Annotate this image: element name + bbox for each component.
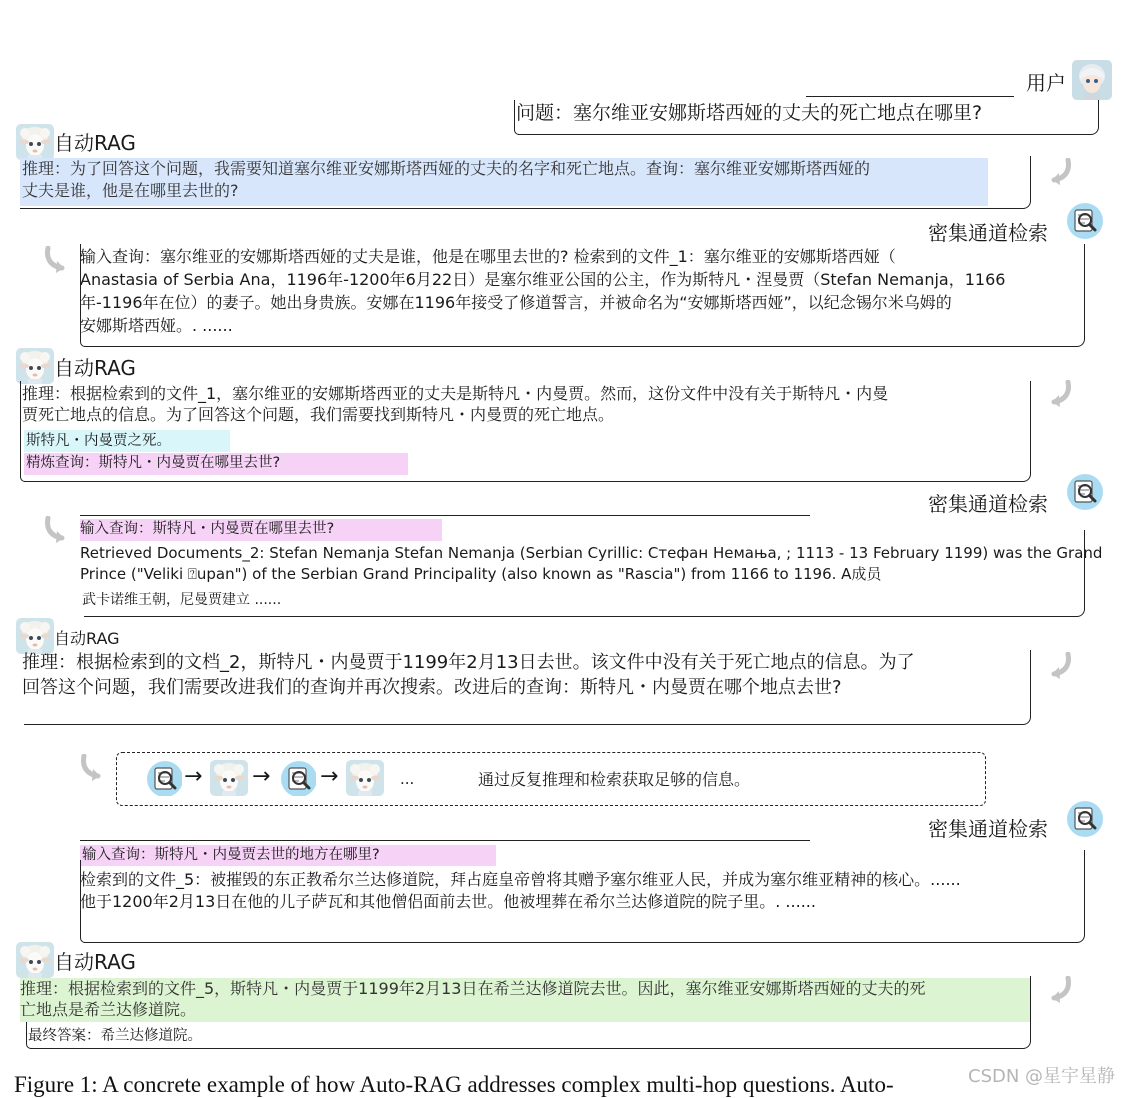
user-question: 问题：塞尔维亚安娜斯塔西娅的丈夫的死亡地点在哪里? <box>516 102 983 124</box>
curved-arrow-icon <box>44 516 66 544</box>
sheep-avatar-icon <box>346 760 384 796</box>
magnifier-document-icon <box>280 760 316 796</box>
agent-label: 自动RAG <box>54 950 136 974</box>
arrow-right-icon: → <box>320 764 339 789</box>
reasoning-line: 推理：根据检索到的文档_2，斯特凡・内曼贾于1199年2月13日去世。该文件中没有关于死亡地点的信息。为了 <box>22 652 915 673</box>
curved-arrow-icon <box>44 246 66 274</box>
user-bracket <box>518 100 1099 135</box>
curved-arrow-icon <box>1050 652 1072 680</box>
retrieval-line: 武卡诺维王朝，尼曼贾建立 ...... <box>82 592 282 608</box>
curved-arrow-icon <box>80 754 102 782</box>
retrieval-line: 输入查询：塞尔维亚的安娜斯塔西娅的丈夫是谁，他是在哪里去世的? 检索到的文件_1：塞尔维亚的安娜斯塔西娅（ <box>80 247 896 266</box>
reasoning-line: 回答这个问题，我们需要改进我们的查询并再次搜索。改进后的查询：斯特凡・内曼贾在哪个地点去世? <box>22 677 842 698</box>
reasoning-line: 推理：根据检索到的文件_1，塞尔维亚的安娜斯塔西亚的丈夫是斯特凡・内曼贾。然而，这份文件中没有关于斯特凡・内曼 <box>22 384 889 403</box>
user-divider <box>806 96 1014 97</box>
sheep-avatar-icon <box>16 124 54 160</box>
watermark: CSDN @星宇星静 <box>968 1066 1116 1087</box>
loop-text: 通过反复推理和检索获取足够的信息。 <box>478 770 751 789</box>
step2-bracket <box>24 381 1031 482</box>
loop-ellipsis: ... <box>400 770 415 788</box>
input-query-text: 输入查询：斯特凡・内曼贾去世的地方在哪里? <box>82 847 380 863</box>
retrieval2-bracket <box>84 530 1085 617</box>
sheep-avatar-icon <box>16 942 54 978</box>
sheep-avatar-icon <box>16 348 54 384</box>
magnifier-document-icon <box>1066 202 1106 242</box>
magnifier-document-icon <box>1066 800 1106 840</box>
retrieval-line: Retrieved Documents_2: Stefan Nemanja Stefan Nemanja (Serbian Cyrillic: Стефан Немања, ; 1113 - 13 February 1199) was the Grand <box>80 544 1103 562</box>
agent-label: 自动RAG <box>54 131 136 155</box>
reasoning-line: 丈夫是谁，他是在哪里去世的? <box>22 181 239 200</box>
step3-bracket <box>24 650 1031 725</box>
magnifier-document-icon <box>1066 473 1106 513</box>
magnifier-document-icon <box>146 760 182 796</box>
retrieval-line: 他于1200年2月13日在他的儿子萨瓦和其他僧侣面前去世。他被埋葬在希尔兰达修道院的院子里。. ...... <box>80 892 816 911</box>
curved-arrow-icon <box>1050 976 1072 1004</box>
retrieval3-divider <box>80 840 810 841</box>
retriever-label: 密集通道检索 <box>928 817 1048 841</box>
retrieval1-bracket <box>84 244 1085 347</box>
refined-query-text: 精炼查询：斯特凡・内曼贾在哪里去世? <box>26 455 281 471</box>
retrieval-line: 检索到的文件_5：被摧毁的东正教希尔兰达修道院，拜占庭皇帝曾将其赠予塞尔维亚人民，并成为塞尔维亚精神的核心。...... <box>80 870 961 889</box>
agent-label: 自动RAG <box>54 356 136 380</box>
retrieval3-bracket <box>84 850 1085 943</box>
input-query-text: 输入查询：斯特凡・内曼贾在哪里去世? <box>80 521 335 537</box>
user-label: 用户 <box>1026 71 1066 95</box>
arrow-right-icon: → <box>252 764 271 789</box>
user-avatar-icon <box>1072 60 1112 100</box>
figure-caption: Figure 1: A concrete example of how Auto-RAG addresses complex multi-hop questions. Auto- <box>14 1072 894 1097</box>
retrieval-line: 安娜斯塔西娅。. ...... <box>80 316 233 335</box>
retrieval-line: Prince ("Veliki ⍰upan") of the Serbian Grand Principality (also known as "Rascia") from 1166 to 1196. A成员 <box>80 565 882 583</box>
curved-arrow-icon <box>1050 158 1072 186</box>
reasoning-line: 亡地点是希兰达修道院。 <box>20 1000 197 1019</box>
final-answer-text: 最终答案：希兰达修道院。 <box>28 1028 202 1044</box>
retriever-label: 密集通道检索 <box>928 492 1048 516</box>
reasoning-line: 推理：为了回答这个问题，我需要知道塞尔维亚安娜斯塔西娅的丈夫的名字和死亡地点。查询：塞尔维亚安娜斯塔西娅的 <box>22 159 871 178</box>
reasoning-line: 贾死亡地点的信息。为了回答这个问题，我们需要找到斯特凡・内曼贾的死亡地点。 <box>22 405 615 424</box>
subquery-text: 斯特凡・内曼贾之死。 <box>26 433 171 449</box>
reasoning-line: 推理：根据检索到的文件_5，斯特凡・内曼贾于1199年2月13日在希兰达修道院去世。因此，塞尔维亚安娜斯塔西娅的丈夫的死 <box>20 979 926 998</box>
retrieval-line: Anastasia of Serbia Ana，1196年-1200年6月22日）是塞尔维亚公国的公主，作为斯特凡・涅曼贾（Stefan Nemanja，1166 <box>80 270 1006 289</box>
retrieval-line: 年-1196年在位）的妻子。她出身贵族。安娜在1196年接受了修道誓言，并被命名为“安娜斯塔西娅”，以纪念锡尔米乌姆的 <box>80 293 952 312</box>
step4-bracket <box>30 976 1031 1049</box>
arrow-right-icon: → <box>184 764 203 789</box>
step1-bracket <box>20 156 1031 209</box>
sheep-avatar-icon <box>16 618 54 654</box>
retrieval2-divider <box>80 515 810 516</box>
retriever-label: 密集通道检索 <box>928 221 1048 245</box>
sheep-avatar-icon <box>210 760 248 796</box>
agent-label: 自动RAG <box>54 629 120 648</box>
curved-arrow-icon <box>1050 380 1072 408</box>
